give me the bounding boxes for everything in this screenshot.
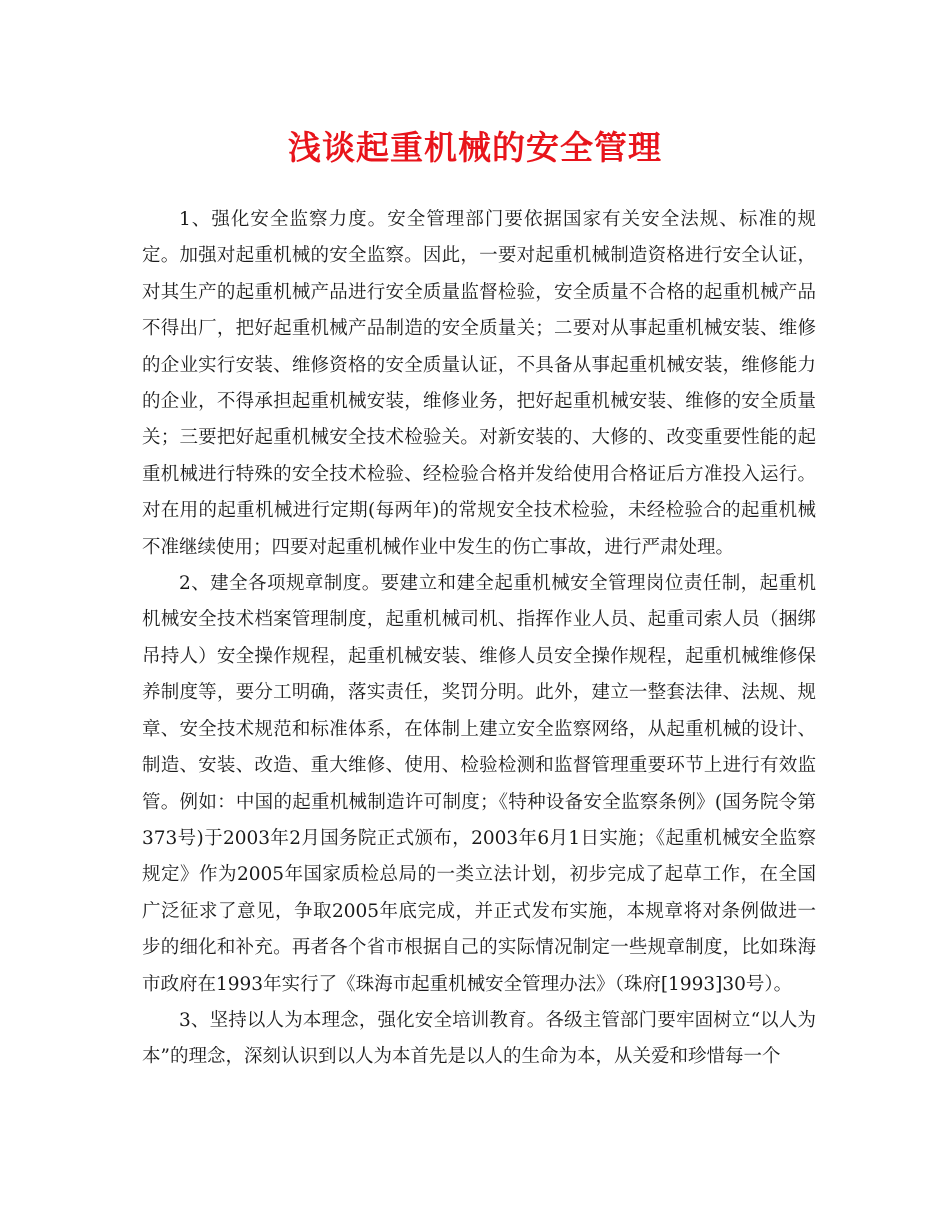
paragraph-3: 3、坚持以人为本理念，强化安全培训教育。各级主管部门要牢固树立“以人为本”的理念，深刻认识到以人为本首先是以人的生命为本，从关爱和珍惜每一个 bbox=[142, 1009, 816, 1068]
paragraph-2: 2、建全各项规章制度。要建立和建全起重机械安全管理岗位责任制，起重机机械安全技术档案管理制度，起重机械司机、指挥作业人员、起重司索人员（捆绑吊持人）安全操作规程，起重机械安装、维修人员安全操作规程，起重机械维修保养制度等，要分工明确，落实责任，奖罚分明。此外，建立一整套法律、法规、规章、安全技术规范和标准体系，在体制上建立安全监察网络，从起重机械的设计、制造、安装、改造、重大维修、使用、检验检测和监督管理重要环节上进行有效监管。例如：中国的起重机械制造许可制度；《特种设备安全监察条例》(国务院令第373号)于2003年2月国务院正式颁布，2003年6月1日实施；《起重机械安全监察规定》作为2005年国家质检总局的一类立法计划，初步完成了起草工作，在全国广泛征求了意见，争取2005年底完成，并正式发布实施，本规章将对条例做进一步的细化和补充。再者各个省市根据自己的实际情况制定一些规章制度，比如珠海市政府在1993年实行了《珠海市起重机械安全管理办法》（珠府[1993]30号）。 bbox=[142, 573, 816, 995]
document-body bbox=[142, 202, 816, 1076]
document-title: 浅谈起重机械的安全管理 bbox=[288, 128, 662, 167]
paragraph-1: 1、强化安全监察力度。安全管理部门要依据国家有关安全法规、标准的规定。加强对起重机械的安全监察。因此，一要对起重机械制造资格进行安全认证，对其生产的起重机械产品进行安全质量监督检验，安全质量不合格的起重机械产品不得出厂，把好起重机械产品制造的安全质量关；二要对从事起重机械安装、维修的企业实行安装、维修资格的安全质量认证，不具备从事起重机械安装，维修能力的企业，不得承担起重机械安装，维修业务，把好起重机械安装、维修的安全质量关；三要把好起重机械安全技术检验关。对新安装的、大修的、改变重要性能的起重机械进行特殊的安全技术检验、经检验合格并发给使用合格证后方准投入运行。对在用的起重机械进行定期(每两年)的常规安全技术检验，未经检验合的起重机械不准继续使用；四要对起重机械作业中发生的伤亡事故，进行严肃处理。 bbox=[142, 209, 816, 558]
